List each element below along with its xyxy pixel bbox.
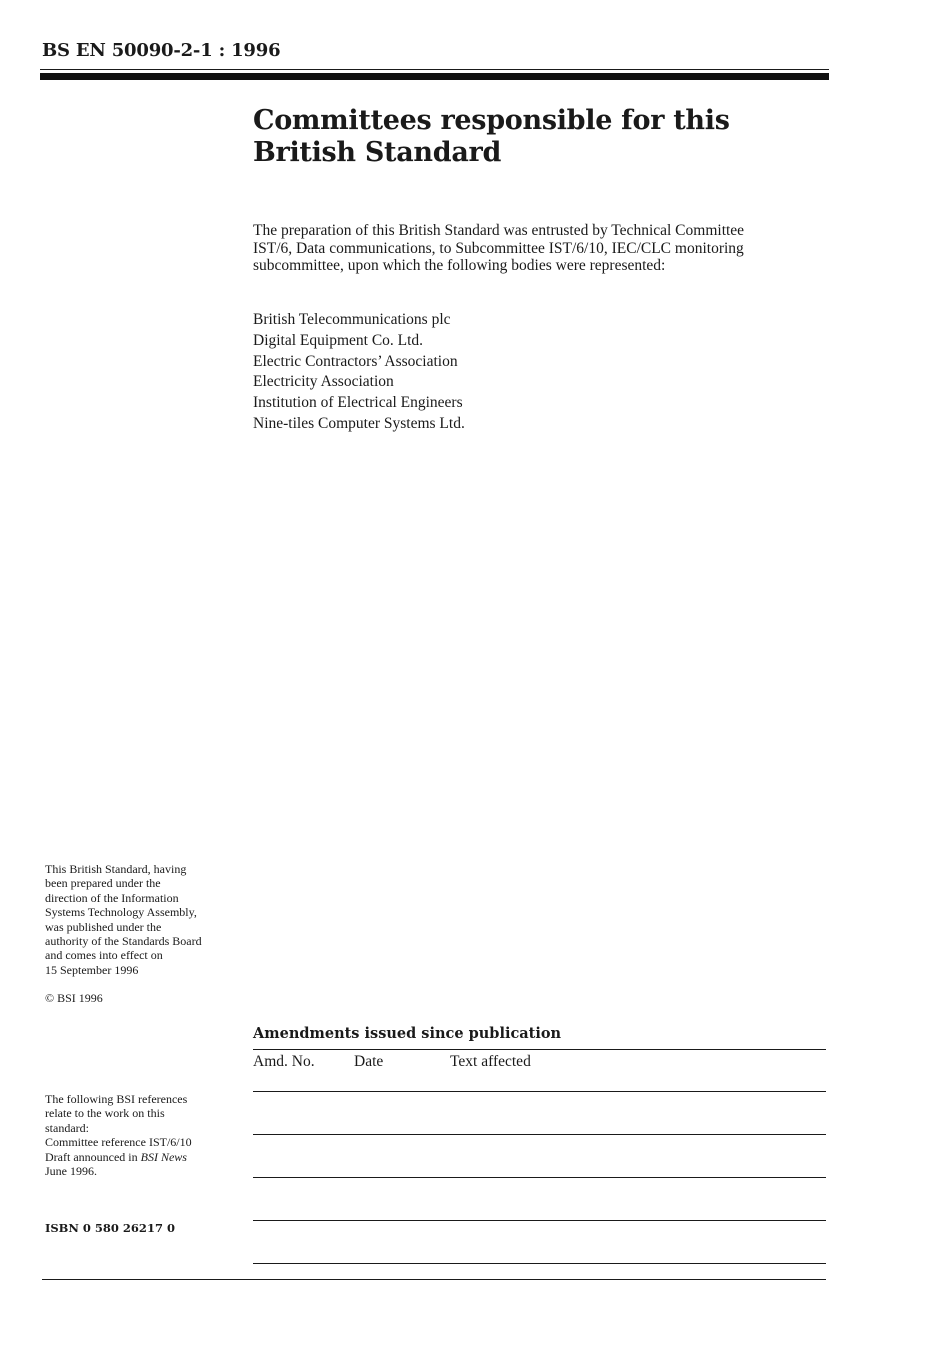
note-line: This British Standard, having — [45, 862, 187, 876]
list-item: Electricity Association — [253, 373, 394, 391]
reference-line: standard: — [45, 1120, 89, 1135]
reference-line: Committee reference IST/6/10 — [45, 1135, 192, 1150]
note-line: was published under the — [45, 919, 162, 934]
document-code: BS EN 50090-2-1 : 1996 — [42, 40, 281, 61]
copyright-notice: © BSI 1996 — [45, 991, 103, 1005]
header-thick-rule — [40, 73, 829, 80]
note-line: direction of the Information — [45, 890, 179, 905]
column-header-date: Date — [354, 1053, 384, 1070]
column-header-amd-no: Amd. No. — [253, 1053, 315, 1070]
list-item: Electric Contractors’ Association — [253, 352, 458, 370]
header-thin-rule — [40, 69, 829, 70]
list-item: Digital Equipment Co. Ltd. — [253, 331, 424, 349]
draft-publication: BSI News — [140, 1149, 187, 1164]
note-line: been prepared under the — [45, 876, 161, 891]
footer-rule — [42, 1279, 826, 1280]
table-rule — [253, 1049, 826, 1050]
list-item: British Telecommunications plc — [253, 311, 451, 328]
reference-line: The following BSI references — [45, 1092, 188, 1106]
note-line: and comes into effect on — [45, 948, 163, 963]
reference-line: relate to the work on this — [45, 1106, 165, 1121]
column-header-text-affected: Text affected — [450, 1053, 531, 1070]
intro-paragraph — [253, 222, 813, 275]
intro-line: IST/6, Data communications, to Subcommittee IST/6/10, IEC/CLC monitoring — [253, 239, 744, 257]
publication-note — [45, 862, 245, 977]
list-item: Institution of Electrical Engineers — [253, 394, 463, 412]
table-rule — [253, 1177, 826, 1178]
note-line: 15 September 1996 — [45, 962, 139, 977]
page-title — [253, 105, 730, 169]
draft-date: June 1996. — [45, 1164, 97, 1179]
list-item: Nine-tiles Computer Systems Ltd. — [253, 414, 465, 432]
table-rule — [253, 1220, 826, 1221]
amendments-title: Amendments issued since publication — [253, 1025, 562, 1042]
bsi-references — [45, 1092, 245, 1178]
note-line: authority of the Standards Board — [45, 934, 202, 949]
table-rule — [253, 1263, 826, 1264]
draft-announcement — [45, 1150, 245, 1164]
page-title-line: British Standard — [253, 137, 502, 168]
represented-bodies-list — [253, 310, 465, 435]
page-title-line: Committees responsible for this — [253, 105, 730, 136]
draft-prefix: Draft announced in — [45, 1149, 141, 1164]
isbn: ISBN 0 580 26217 0 — [45, 1221, 175, 1235]
intro-line: The preparation of this British Standard was entrusted by Technical Committee — [253, 222, 745, 239]
table-rule — [253, 1091, 826, 1092]
intro-line: subcommittee, upon which the following bodies were represented: — [253, 257, 666, 274]
note-line: Systems Technology Assembly, — [45, 905, 197, 920]
table-rule — [253, 1134, 826, 1135]
